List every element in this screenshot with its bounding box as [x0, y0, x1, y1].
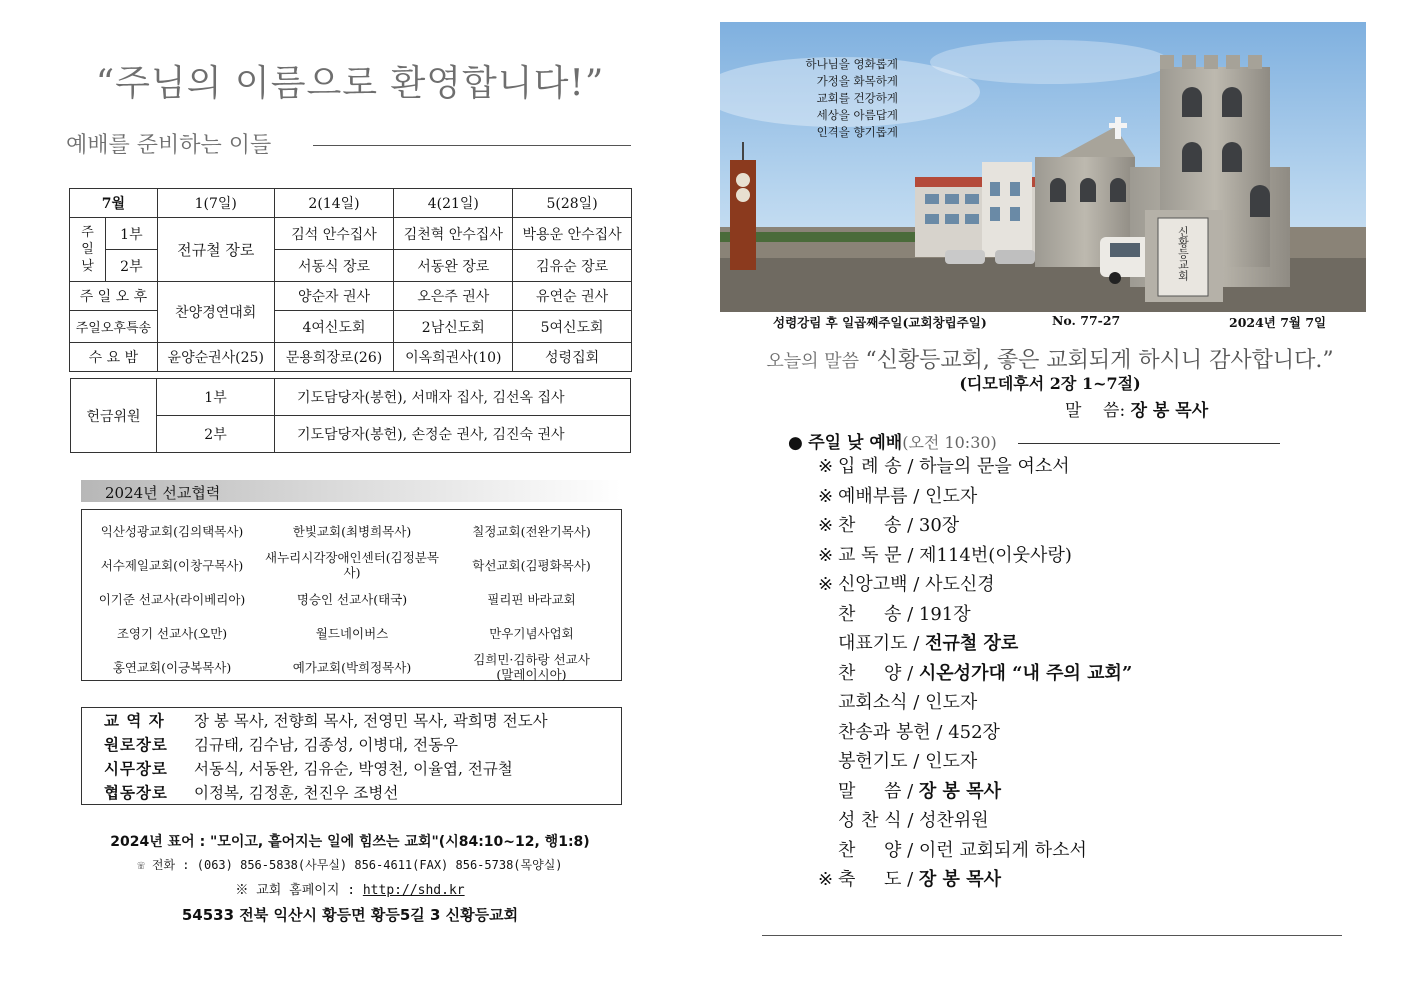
order-item	[818, 747, 977, 775]
duty-name: 4여신도회	[274, 311, 394, 343]
mission-item: 명승인 선교사(태국)	[296, 591, 408, 607]
mission-box	[81, 509, 622, 681]
order-item-label: 대표기도	[838, 633, 908, 654]
order-item	[818, 511, 959, 539]
order-item-label: 봉헌기도	[838, 751, 908, 772]
order-item-value: 191장	[918, 603, 971, 625]
order-item-value: 전규철 장로	[925, 633, 1019, 654]
order-item	[818, 629, 1018, 657]
staff-names: 장 봉 목사, 전향희 목사, 전영민 목사, 곽희명 전도사	[194, 712, 548, 730]
todays-word-label: 오늘의 말씀	[766, 351, 860, 372]
order-item-value: 사도신경	[925, 574, 995, 595]
order-item-label: 찬송과 봉헌	[838, 721, 931, 743]
duty-name: 서동식 장로	[274, 250, 394, 282]
order-separator: /	[907, 633, 926, 654]
bullet-icon: ●	[788, 433, 803, 453]
order-item	[818, 806, 989, 834]
order-separator: /	[907, 485, 926, 507]
order-item-value: 장 봉 목사	[918, 869, 1001, 890]
order-item-value: 인도자	[925, 485, 978, 507]
order-item	[818, 688, 977, 716]
duty-name: 유연순 권사	[513, 282, 632, 311]
order-item-label: 찬 양	[838, 662, 902, 684]
motto-line: 하나님을 영화롭게	[805, 57, 898, 71]
order-separator: /	[907, 574, 926, 595]
order-item-label: 교회소식	[838, 692, 908, 713]
duty-name: 2남신도회	[394, 311, 513, 343]
order-separator: /	[907, 692, 926, 713]
preacher-name: 장 봉 목사	[1130, 401, 1209, 421]
choir-contest: 찬양경연대회	[157, 282, 274, 343]
welcome-heading: “주님의 이름으로 환영합니다!”	[95, 63, 605, 104]
order-separator: /	[901, 869, 919, 890]
offering-part: 1부	[157, 379, 275, 416]
header-rule	[1018, 443, 1280, 444]
scripture-reference: (디모데후서 2장 1~7절)	[959, 374, 1141, 393]
order-item-value: 장 봉 목사	[918, 780, 1001, 802]
sunday-label	[70, 218, 106, 282]
order-item-value: 하늘의 문을 여소서	[919, 456, 1070, 477]
month-cell: 7월	[70, 189, 158, 218]
order-item	[818, 718, 1000, 746]
preacher-label: 말 씀:	[1065, 401, 1126, 421]
staff-row	[104, 733, 458, 757]
offering-members: 기도담당자(봉헌), 손정순 권사, 김진숙 권사	[275, 416, 631, 453]
order-separator: /	[901, 780, 919, 802]
offering-part: 2부	[157, 416, 275, 453]
order-separator: /	[901, 456, 920, 477]
staff-label: 원로장로	[104, 735, 168, 754]
mission-item: 익산성광교회(김의택목사)	[100, 523, 244, 539]
offering-label: 헌금위원	[71, 379, 157, 453]
date-header: 2(14일)	[274, 189, 394, 218]
service-header	[788, 428, 1280, 453]
duty-name: 양순자 권사	[274, 282, 394, 311]
duty-name: 김유순 장로	[513, 250, 632, 282]
standing-mark: ※	[818, 456, 834, 477]
staff-label: 교 역 자	[104, 711, 165, 730]
todays-word	[720, 343, 1380, 374]
motto-line: 세상을 아름답게	[816, 108, 898, 122]
todays-word-text: “신황등교회, 좋은 교회되게 하시니 감사합니다.”	[865, 348, 1334, 373]
order-item-value: 시온성가대 “내 주의 교회”	[918, 662, 1133, 684]
duty-name: 성령집회	[513, 343, 632, 372]
standing-mark: ※	[818, 869, 834, 890]
order-separator: /	[901, 603, 919, 625]
staff-names: 서동식, 서동완, 김유순, 박영천, 이율엽, 전규철	[194, 760, 513, 778]
sunday-label-char: 낮	[81, 259, 94, 274]
standing-mark: ※	[818, 485, 834, 507]
order-separator: /	[907, 751, 926, 772]
order-item-value: 제114번(이웃사랑)	[919, 544, 1072, 566]
bottom-divider	[762, 935, 1342, 936]
order-item-label: 찬 송	[838, 515, 902, 536]
section-divider	[313, 145, 631, 146]
service-time: (오전 10:30)	[902, 433, 997, 452]
order-item	[818, 836, 1087, 864]
duty-name: 김석 안수집사	[274, 218, 394, 250]
staff-label: 시무장로	[104, 759, 168, 778]
staff-names: 김규태, 김수남, 김종성, 이병대, 전동우	[194, 736, 459, 754]
part2-label: 2부	[105, 250, 157, 282]
order-item-label: 축 도	[838, 869, 902, 890]
duty-name: 윤양순권사(25)	[157, 343, 274, 372]
standing-mark: ※	[818, 574, 834, 595]
mission-item: 학선교회(김평화목사)	[472, 557, 591, 573]
motto-line: 교회를 건강하게	[816, 91, 898, 105]
sunday-label-char: 일	[81, 242, 94, 257]
order-item	[818, 659, 1132, 687]
order-item-label: 교 독 문	[838, 544, 902, 566]
staff-box	[81, 707, 622, 805]
mission-item: 서수제일교회(이창구목사)	[100, 557, 244, 573]
order-item-value: 452장	[948, 721, 1000, 743]
offering-table	[70, 378, 631, 453]
order-item-label: 예배부름	[838, 485, 908, 507]
duty-name: 박용운 안수집사	[513, 218, 632, 250]
mission-item: 월드네이버스	[315, 625, 389, 641]
order-item-value: 이런 교회되게 하소서	[918, 839, 1087, 861]
part1-label: 1부	[105, 218, 157, 250]
date-header: 1(7일)	[157, 189, 274, 218]
order-separator: /	[901, 544, 920, 566]
mission-grid	[82, 514, 621, 684]
order-item-label: 신앙고백	[838, 574, 908, 595]
homepage-link[interactable]: http://shd.kr	[362, 883, 465, 898]
special-label: 주일오후특송	[70, 311, 158, 343]
order-item	[818, 482, 977, 510]
mission-title: 2024년 선교협력	[105, 484, 221, 502]
staff-row	[104, 709, 548, 733]
mission-item: 칠정교회(전완기목사)	[472, 523, 591, 539]
mission-item: 한빛교회(최병희목사)	[292, 523, 412, 539]
order-item-value: 인도자	[925, 692, 978, 713]
date-header: 4(21일)	[394, 189, 513, 218]
preacher-line	[1065, 396, 1208, 421]
staff-row	[104, 757, 513, 781]
order-separator: /	[930, 721, 949, 743]
order-separator: /	[901, 515, 919, 536]
week1-elder: 전규철 장로	[157, 218, 274, 282]
afternoon-label: 주 일 오 후	[70, 282, 158, 311]
mission-item: 조영기 선교사(오만)	[116, 625, 228, 641]
prep-section-title: 예배를 준비하는 이들	[66, 133, 272, 158]
mission-item: 새누리시각장애인센터(김정분목사)	[265, 550, 439, 580]
order-separator: /	[901, 839, 919, 861]
homepage-line	[0, 879, 700, 898]
order-item-label: 성 찬 식	[838, 810, 902, 831]
duty-name: 김천혁 안수집사	[394, 218, 513, 250]
mission-item: 만우기념사업회	[489, 625, 574, 641]
order-item-value: 성찬위원	[919, 810, 989, 831]
date-header: 5(28일)	[513, 189, 632, 218]
service-title: 주일 낮 예배	[808, 433, 903, 453]
mission-item: 예가교회(박희정목사)	[292, 659, 412, 675]
staff-label: 협동장로	[104, 783, 168, 802]
mission-header	[81, 480, 621, 502]
mission-item: 필리핀 바라교회	[487, 591, 576, 607]
wednesday-label: 수 요 밤	[70, 343, 158, 372]
order-item-label: 입 례 송	[838, 456, 902, 477]
standing-mark: ※	[818, 544, 834, 566]
order-separator: /	[901, 662, 919, 684]
order-item	[818, 541, 1072, 569]
staff-row	[104, 781, 398, 805]
church-sign-text: 신황등교회	[1176, 226, 1190, 281]
order-item-label: 찬 송	[838, 603, 902, 625]
offering-members: 기도담당자(봉헌), 서매자 집사, 김선옥 집사	[275, 379, 631, 416]
mission-item: 이기준 선교사(라이베리아)	[98, 591, 246, 607]
order-item-value: 30장	[918, 515, 960, 536]
staff-names: 이정복, 김정훈, 천진우 조병선	[194, 784, 399, 802]
order-item-value: 인도자	[925, 751, 978, 772]
duty-name: 오은주 권사	[394, 282, 513, 311]
mission-item: 김희민·김하랑 선교사 (말레이시아)	[473, 652, 590, 682]
phone-info: ☏ 전화 : (063) 856-5838(사무실) 856-4611(FAX) 856-5738(목양실)	[137, 858, 563, 872]
church-motto	[770, 56, 898, 141]
order-item	[818, 570, 995, 598]
duty-name: 문용희장로(26)	[274, 343, 394, 372]
standing-mark: ※	[818, 515, 834, 536]
order-separator: /	[901, 810, 920, 831]
sunday-label-char: 주	[81, 225, 94, 240]
homepage-label: ※ 교회 홈페이지 :	[235, 883, 363, 898]
order-item	[818, 600, 971, 628]
order-item	[818, 777, 1001, 805]
order-item-label: 말 씀	[838, 780, 902, 802]
duty-name: 서동완 장로	[394, 250, 513, 282]
church-address: 54533 전북 익산시 황등면 황등5길 3 신황등교회	[181, 906, 519, 924]
mission-item: 홍연교회(이긍복목사)	[112, 659, 232, 675]
duty-name: 5여신도회	[513, 311, 632, 343]
duty-name: 이옥희권사(10)	[394, 343, 513, 372]
order-item	[818, 452, 1070, 480]
sunday-name: 성령강림 후 일곱째주일(교회창립주일)	[773, 315, 987, 330]
order-item	[818, 865, 1001, 893]
issue-number: No. 77-27	[1052, 313, 1121, 328]
bulletin-date: 2024년 7월 7일	[1229, 315, 1327, 330]
motto-line: 인격을 향기롭게	[816, 125, 898, 139]
order-item-label: 찬 양	[838, 839, 902, 861]
motto-line: 가정을 화목하게	[816, 74, 898, 88]
duty-table	[69, 188, 632, 372]
year-motto: 2024년 표어 : "모이고, 흩어지는 일에 힘쓰는 교회"(시84:10~12, 행1:8)	[110, 834, 590, 850]
